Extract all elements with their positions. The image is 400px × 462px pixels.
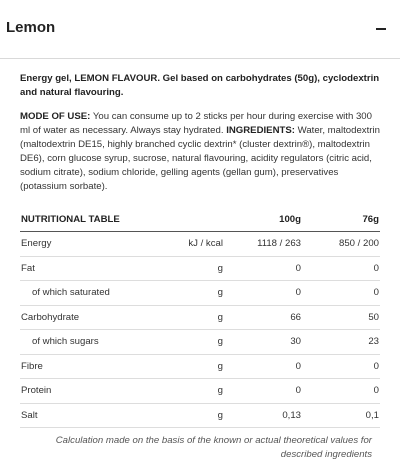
- nutrient-name: Protein: [20, 379, 152, 404]
- ingredients-label: INGREDIENTS:: [226, 125, 295, 136]
- value-100g: 30: [224, 330, 302, 355]
- value-100g: 0: [224, 281, 302, 306]
- nutrient-name: Fat: [20, 256, 152, 281]
- value-76g: 0: [302, 281, 380, 306]
- nutrient-unit: g: [152, 403, 224, 428]
- ingredients-text: Water, maltodextrin (maltodextrin DE15, highly branched cyclic dextrin* (cluster dextrin®), maltodextrin DE6), corn glucose syrup, sucrose, natural flavouring, acidity regulators (citric acid, sodium citrate), sodium chloride, gelling agents (gellan gum), preservatives (potassium sorbate).: [20, 125, 380, 192]
- footnote: Calculation made on the basis of the known or actual theoretical values for described ingredients: [55, 435, 372, 460]
- value-76g: 0: [302, 256, 380, 281]
- nutrient-name: of which saturated: [20, 281, 152, 306]
- value-76g: 850 / 200: [302, 232, 380, 257]
- mode-of-use-label: MODE OF USE:: [20, 111, 91, 122]
- accordion-header[interactable]: [0, 0, 400, 59]
- table-row: [20, 305, 380, 330]
- value-100g: 0: [224, 379, 302, 404]
- nutrient-name: Carbohydrate: [20, 305, 152, 330]
- value-100g: 0,13: [224, 403, 302, 428]
- value-76g: 0: [302, 354, 380, 379]
- table-row: [20, 232, 380, 257]
- value-100g: 0: [224, 256, 302, 281]
- value-100g: 0: [224, 354, 302, 379]
- nutrient-unit: g: [152, 354, 224, 379]
- nutrient-unit: g: [152, 330, 224, 355]
- value-76g: 0: [302, 379, 380, 404]
- nutrient-name: Salt: [20, 403, 152, 428]
- nutrient-name: of which sugars: [20, 330, 152, 355]
- table-row: [20, 379, 380, 404]
- accordion-panel: [0, 72, 400, 462]
- column-header-unit: [152, 207, 224, 232]
- table-header-row: [20, 207, 380, 232]
- nutrient-unit: g: [152, 305, 224, 330]
- mode-of-use: [20, 110, 380, 194]
- table-row: [20, 354, 380, 379]
- column-header-name: NUTRITIONAL TABLE: [20, 207, 152, 232]
- minus-icon[interactable]: [376, 28, 386, 30]
- product-variant-title: Lemon: [6, 19, 56, 36]
- table-row: [20, 281, 380, 306]
- value-100g: 1118 / 263: [224, 232, 302, 257]
- nutrient-unit: g: [152, 379, 224, 404]
- nutritional-table: [20, 207, 380, 428]
- nutrient-name: Energy: [20, 232, 152, 257]
- mode-of-use-text: You can consume up to 2 sticks per hour during exercise with 300 ml of water as necessary. Always stay hydrated.: [20, 111, 372, 136]
- table-row: [20, 330, 380, 355]
- value-76g: 23: [302, 330, 380, 355]
- product-description: Energy gel, LEMON FLAVOUR. Gel based on carbohydrates (50g), cyclodextrin and natural flavouring.: [20, 73, 380, 98]
- column-header-76g: 76g: [302, 207, 380, 232]
- value-76g: 0,1: [302, 403, 380, 428]
- nutrient-name: Fibre: [20, 354, 152, 379]
- nutrient-unit: kJ / kcal: [152, 232, 224, 257]
- value-100g: 66: [224, 305, 302, 330]
- nutrient-unit: g: [152, 256, 224, 281]
- column-header-100g: 100g: [224, 207, 302, 232]
- value-76g: 50: [302, 305, 380, 330]
- table-row: [20, 256, 380, 281]
- table-row: [20, 403, 380, 428]
- nutrient-unit: g: [152, 281, 224, 306]
